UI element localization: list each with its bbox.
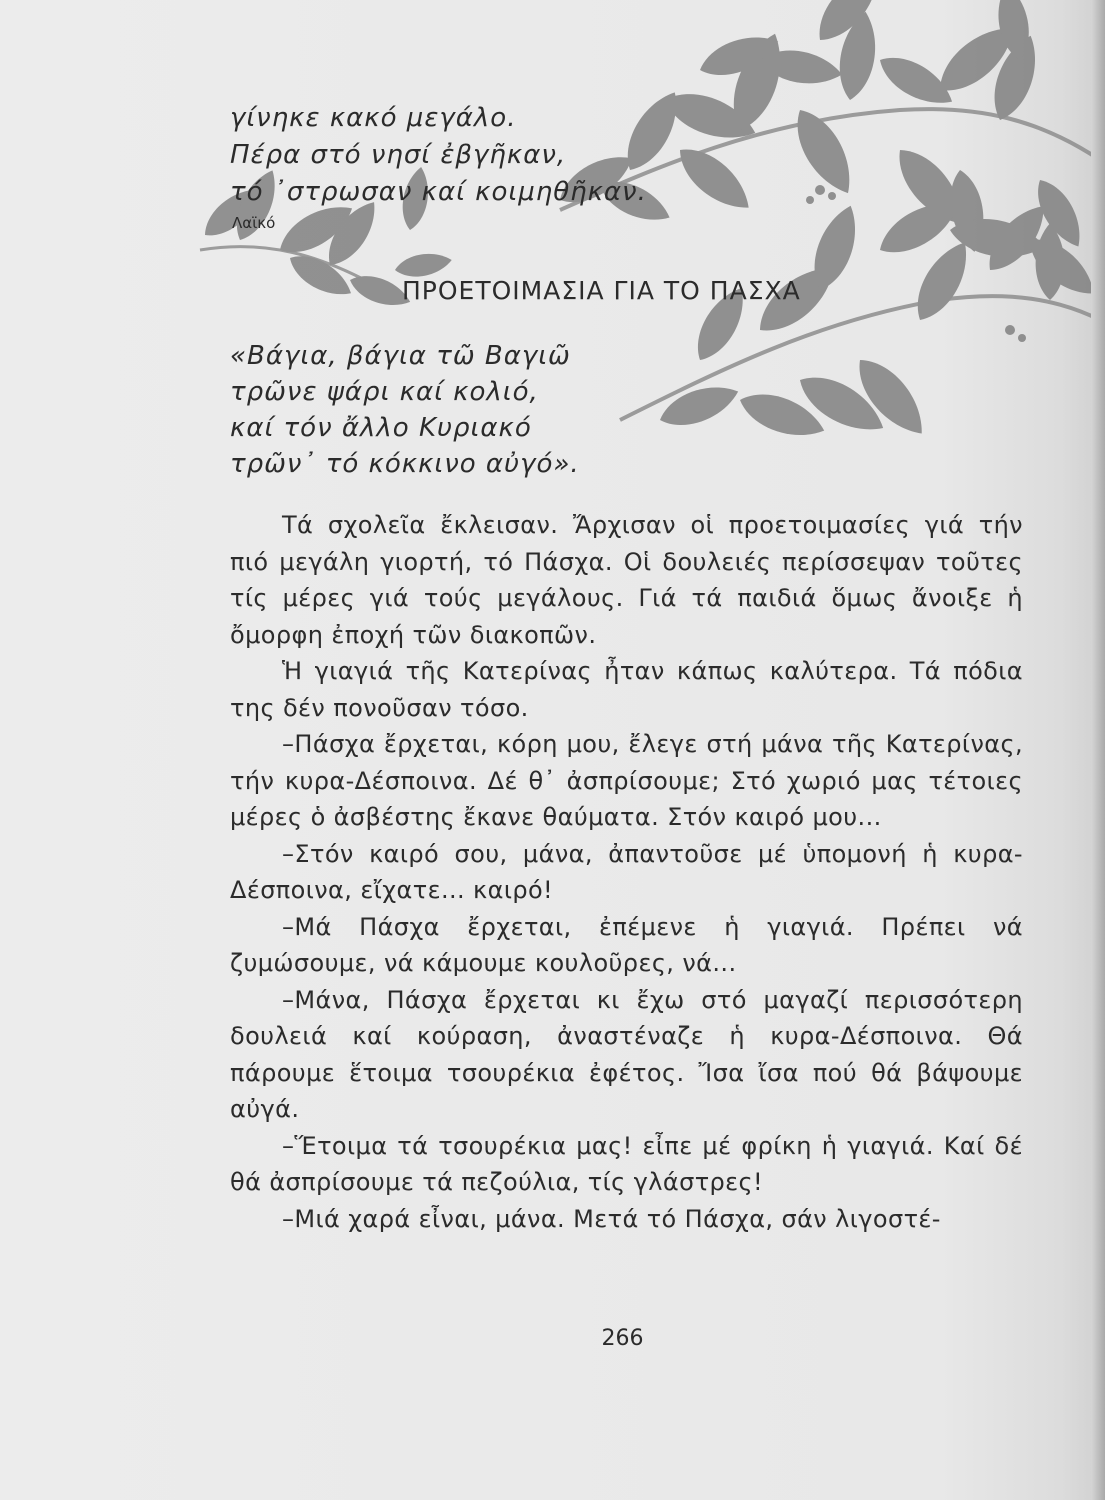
verse-line: τρῶνε ψάρι καί κολιό, <box>230 377 539 407</box>
verse-line: «Βάγια, βάγια τῶ Βαγιῶ <box>230 341 571 371</box>
paragraph: Ἡ γιαγιά τῆς Κατερίνας ἦταν κάπως καλύτερα. Τά πόδια της δέν πονοῦσαν τόσο. <box>230 657 1023 722</box>
paragraph: –Στόν καιρό σου, μάνα, ἀπαντοῦσε μέ ὑπομονή ἡ κυρα-Δέσποινα, εἴχατε... καιρό! <box>230 839 1023 904</box>
paragraph: –Μιά χαρά εἶναι, μάνα. Μετά τό Πάσχα, σάν λιγοστέ- <box>282 1204 941 1233</box>
section-title: ΠΡΟΕΤΟΙΜΑΣΙΑ ΓΙΑ ΤΟ ΠΑΣΧΑ <box>402 276 801 305</box>
verse-line: τρῶν᾿ τό κόκκινο αὐγό». <box>230 449 580 479</box>
story-text <box>230 507 1023 1237</box>
poem-line: γίνηκε κακό μεγάλο. <box>230 103 517 133</box>
verse-line: καί τόν ἄλλο Κυριακό <box>230 413 532 443</box>
poem-line: τό ᾿στρωσαν καί κοιμηθῆκαν. <box>230 177 647 207</box>
epigraph-verse <box>230 338 580 482</box>
poem-ending <box>230 100 647 211</box>
paragraph: –Ἕτοιμα τά τσουρέκια μας! εἶπε μέ φρίκη ἡ γιαγιά. Καί δέ θά ἀσπρίσουμε τά πεζούλια, τίς γλάστρες! <box>230 1131 1023 1196</box>
paragraph: Τά σχολεῖα ἔκλεισαν. Ἄρχισαν οἱ προετοιμασίες γιά τήν πιό μεγάλη γιορτή, τό Πάσχα. Οἱ δουλειές περίσσεψαν τοῦτες τίς μέρες γιά τούς μεγάλους. Γιά τά παιδιά ὅμως ἄνοιξε ἡ ὄμορφη ἐποχή τῶν διακοπῶν. <box>230 511 1023 649</box>
paragraph: –Μάνα, Πάσχα ἔρχεται κι ἔχω στό μαγαζί περισσότερη δουλειά καί κούραση, ἀναστέναζε ἡ κυρα-Δέσποινα. Θά πάρουμε ἕτοιμα τσουρέκια ἐφέτος. Ἴσα ἴσα πού θά βάψουμε αὐγά. <box>230 985 1023 1123</box>
paragraph: –Πάσχα ἔρχεται, κόρη μου, ἔλεγε στή μάνα τῆς Κατερίνας, τήν κυρα-Δέσποινα. Δέ θ᾿ ἀσπρίσουμε; Στό χωριό μας τέτοιες μέρες ὁ ἀσβέστης ἔκανε θαύματα. Στόν καιρό μου... <box>230 730 1023 831</box>
poem-line: Πέρα στό νησί ἐβγῆκαν, <box>230 140 567 170</box>
poem-source: Λαϊκό <box>232 214 276 232</box>
page-edge <box>1091 0 1105 1500</box>
paragraph: –Μά Πάσχα ἔρχεται, ἐπέμενε ἡ γιαγιά. Πρέπει νά ζυμώσουμε, νά κάμουμε κουλοῦρες, νά... <box>230 912 1023 977</box>
page-number: 266 <box>601 1326 644 1351</box>
